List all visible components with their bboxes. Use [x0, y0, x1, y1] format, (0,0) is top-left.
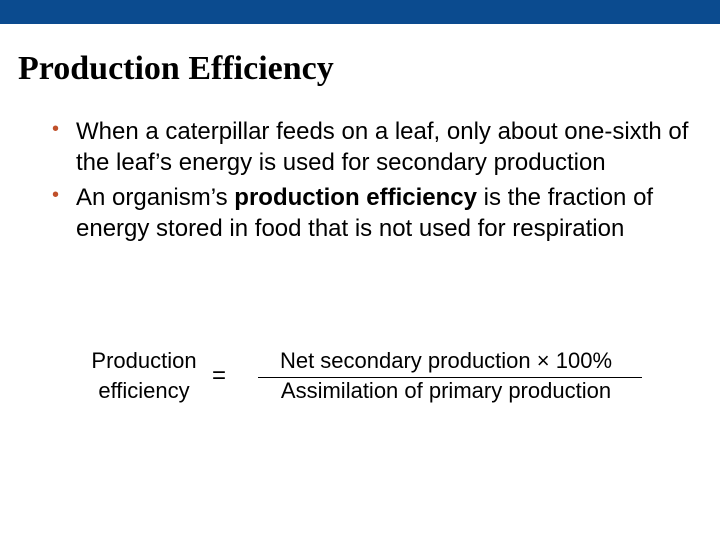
bullet-text-before: An organism’s: [76, 184, 235, 211]
slide-title: Production Efficiency: [18, 50, 334, 87]
equation-numerator: [246, 346, 646, 376]
bullet-text-after: is the fraction of energy stored in food that is not used for respiration: [76, 184, 654, 242]
times-icon: ×: [536, 348, 550, 373]
bullet-list: [52, 116, 702, 248]
bullet-dot-icon: •: [52, 118, 60, 140]
percent-value: 100%: [555, 348, 613, 373]
bullet-bold-term: production efficiency: [234, 184, 477, 211]
production-efficiency-equation: [0, 346, 720, 416]
equation-lhs: [80, 346, 208, 406]
equals-sign: =: [212, 362, 227, 389]
top-banner: [0, 0, 720, 24]
bullet-dot-icon: •: [52, 184, 60, 206]
bullet-item: [52, 182, 702, 244]
equation-lhs-line2: efficiency: [98, 378, 190, 403]
bullet-item: [52, 116, 702, 178]
equation-lhs-line1: Production: [91, 348, 197, 373]
equation-denominator: Assimilation of primary production: [280, 378, 612, 403]
bullet-text: When a caterpillar feeds on a leaf, only about one-sixth of the leaf’s energy is used for secondary production: [76, 118, 689, 176]
numerator-text: Net secondary production: [279, 348, 531, 373]
